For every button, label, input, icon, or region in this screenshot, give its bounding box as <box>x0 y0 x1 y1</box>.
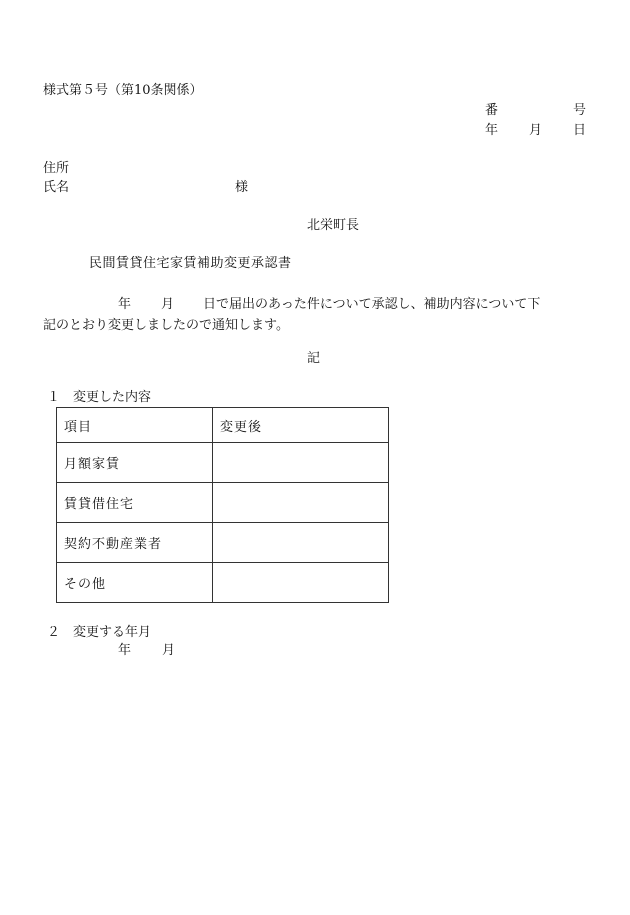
section2-month-label: 月 <box>162 643 176 658</box>
table-row <box>57 483 389 523</box>
number-ban-label: 番 <box>485 103 499 118</box>
date-day-label: 日 <box>573 123 587 138</box>
table-cell-item: その他 <box>57 563 213 603</box>
body-line-1 <box>43 294 588 315</box>
section2-heading: ２ 変更する年月 <box>47 625 152 640</box>
table-cell-item: 賃貸借住宅 <box>57 483 213 523</box>
recipient-address-label: 住所 <box>43 161 70 176</box>
table-cell-after <box>213 523 389 563</box>
section2-year-label: 年 <box>118 643 132 658</box>
body-month: 月 <box>161 297 175 312</box>
table-cell-after <box>213 563 389 603</box>
ki-heading: 記 <box>307 351 321 366</box>
date-month-label: 月 <box>529 123 543 138</box>
table-cell-item: 契約不動産業者 <box>57 523 213 563</box>
date-year-label: 年 <box>485 123 499 138</box>
body-year: 年 <box>118 297 132 312</box>
table-row <box>57 443 389 483</box>
table-header-after: 変更後 <box>213 408 389 443</box>
table-header-row <box>57 408 389 443</box>
changes-table <box>56 407 389 603</box>
recipient-honorific: 様 <box>235 180 249 195</box>
recipient-name-label: 氏名 <box>43 180 70 195</box>
document-title: 民間賃貸住宅家賃補助変更承認書 <box>89 256 292 271</box>
body-paragraph <box>43 294 588 336</box>
number-go-label: 号 <box>573 103 587 118</box>
table-row <box>57 563 389 603</box>
table-cell-after <box>213 483 389 523</box>
table-header-item: 項目 <box>57 408 213 443</box>
body-line-2: 記のとおり変更しましたので通知します。 <box>43 318 289 333</box>
section1-heading: １ 変更した内容 <box>47 390 152 405</box>
table-cell-item: 月額家賃 <box>57 443 213 483</box>
issuer-title: 北栄町長 <box>307 218 360 233</box>
form-number: 様式第５号（第10条関係） <box>43 83 203 98</box>
body-line-1-rest: 日で届出のあった件について承認し、補助内容について下 <box>203 297 541 312</box>
table-row <box>57 523 389 563</box>
table-cell-after <box>213 443 389 483</box>
